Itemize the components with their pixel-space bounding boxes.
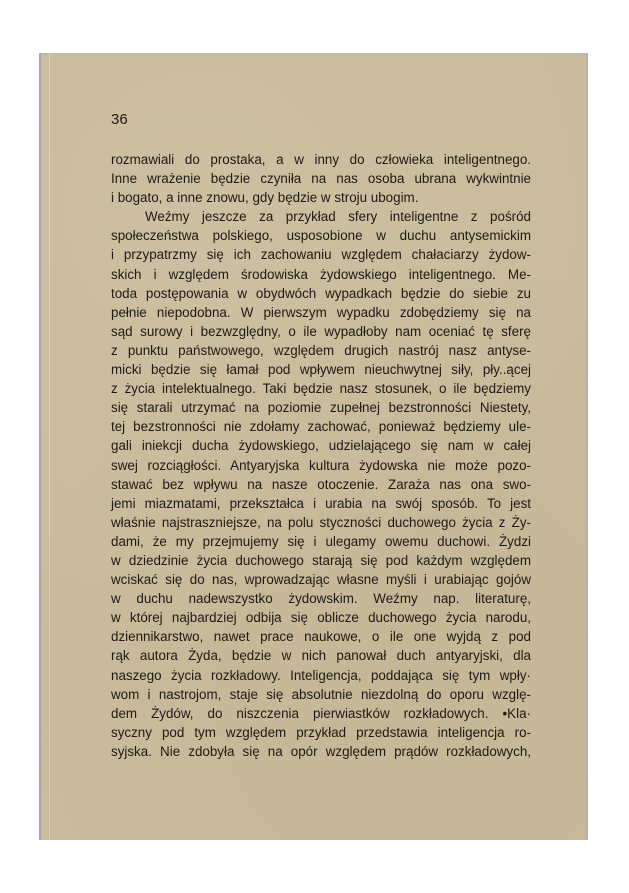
text-line: dami, że my przejmujemy się i ulegamy owemu duchowi. Żydzi <box>111 533 531 549</box>
text-line: wom i nastrojom, staje się absolutnie niezdolną do oporu wzglę- <box>111 686 531 702</box>
text-line: skich i względem środowiska żydowskiego inteligentnego. Me- <box>111 266 531 282</box>
text-line: syczny pod tym względem przykład przedstawia inteligencja ro- <box>111 724 531 740</box>
text-line: się starali utrzymać na poziomie zupełnej bezstronności Niestety, <box>111 400 531 416</box>
text-line: właśnie najstraszniejsze, na polu styczności duchowego życia z Ży- <box>111 514 531 530</box>
text-line: w duchu nadewszystko żydowskim. Weźmy nap. literaturę, <box>111 591 531 607</box>
text-line: z punktu państwowego, względem drugich nastrój nasz antyse- <box>111 342 531 358</box>
text-line: sąd surowy i bezwzględny, o ile wypadłoby nam oceniać tę sferę <box>111 323 531 339</box>
text-line: Inne wrażenie będzie czyniła na nas osoba ubrana wykwintnie <box>111 171 531 187</box>
text-line: i przypatrzmy się ich zachowaniu względem chałaciarzy żydow- <box>111 247 531 263</box>
text-line: stawać bez wpływu na nasze otoczenie. Zaraża nas ona swo- <box>111 476 531 492</box>
text-line: wciskać się do nas, wprowadzając własne myśli i urabiając gojów <box>111 572 531 588</box>
text-line: swej rozciągłości. Antyaryjska kultura żydowska nie może pozo- <box>111 457 531 473</box>
paragraph-first-line: Weźmy jeszcze za przykład sfery inteligentne z pośród <box>145 209 531 225</box>
text-line: w której najbardziej odbija się oblicze duchowego życia narodu, <box>111 610 531 626</box>
text-line: syjska. Nie zdobyła się na opór względem prądów rozkładowych, <box>111 743 531 759</box>
text-line: dem Żydów, do niszczenia pierwiastków rozkładowych. •Kla· <box>111 705 531 721</box>
text-line: z życia intelektualnego. Taki będzie nasz stosunek, o ile będziemy <box>111 381 531 397</box>
text-line: micki będzie się łamał pod wpływem nieuchwytnej siły, pły..ącej <box>111 362 531 378</box>
text-line: rozmawiali do prostaka, a w inny do człowieka inteligentnego. <box>111 152 531 167</box>
text-line: dziennikarstwo, nawet prace naukowe, o ile one wyjdą z pod <box>111 629 531 645</box>
text-line: tej bezstronności nie zdołamy zachować, ponieważ będziemy ule- <box>111 419 531 435</box>
page-fold-line <box>49 53 50 840</box>
text-line: pełnie niepodobna. W pierwszym wypadku zdobędziemy się na <box>111 304 531 320</box>
text-line: naszego życia rozkładowy. Inteligencja, poddająca się tym wpły· <box>111 667 531 683</box>
body-text <box>111 150 531 761</box>
text-line: społeczeństwa polskiego, usposobione w duchu antysemickim <box>111 228 531 244</box>
text-line: toda postępowania w obydwóch wypadkach będzie do siebie zu <box>111 285 531 301</box>
text-line: i bogato, a inne znowu, gdy będzie w stroju ubogim. <box>111 190 419 206</box>
text-line: jemi miazmatami, przekształca i urabia na swój sposób. To jest <box>111 495 531 511</box>
text-line: w dziedzinie życia duchowego starają się pod każdym względem <box>111 552 531 568</box>
book-page <box>39 53 588 840</box>
page-number: 36 <box>111 111 128 128</box>
text-line: rąk autora Żyda, będzie w nich panował duch antyaryjski, dla <box>111 648 531 664</box>
text-line: gali iniekcji ducha żydowskiego, udzielającego się nam w całej <box>111 438 531 454</box>
